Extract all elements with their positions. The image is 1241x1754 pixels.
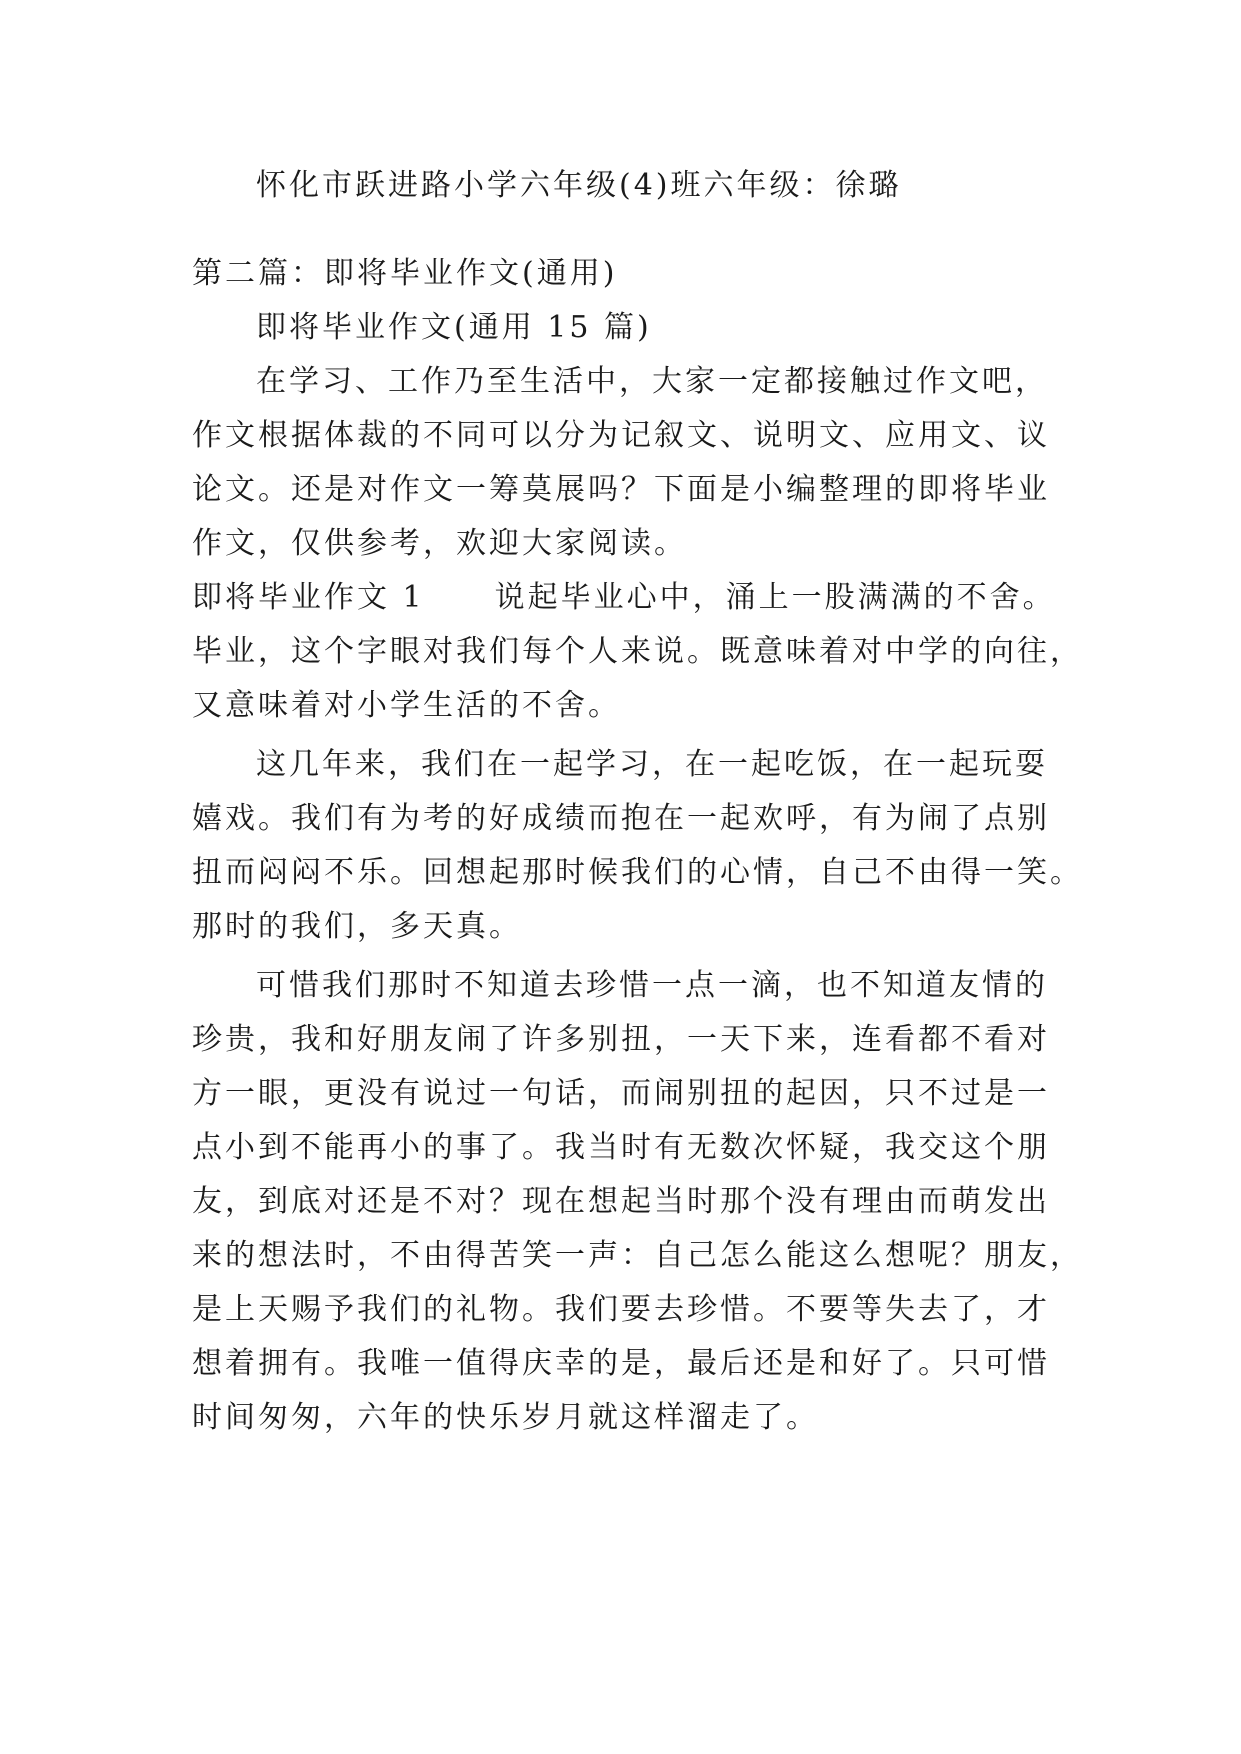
paragraph-line: 这几年来，我们在一起学习，在一起吃饭，在一起玩耍 — [256, 747, 1048, 782]
essay-heading-line — [192, 578, 1072, 618]
essay-collection-title: 即将毕业作文(通用 15 篇) — [256, 310, 652, 345]
intro-line: 论文。还是对作文一筹莫展吗？下面是小编整理的即将毕业 — [192, 472, 1050, 507]
paragraph-line: 可惜我们那时不知道去珍惜一点一滴，也不知道友情的 — [256, 968, 1048, 1003]
paragraph-line: 嬉戏。我们有为考的好成绩而抱在一起欢呼，有为闹了点别 — [192, 801, 1050, 836]
paragraph-line: 点小到不能再小的事了。我当时有无数次怀疑，我交这个朋 — [192, 1130, 1050, 1165]
intro-line: 作文根据体裁的不同可以分为记叙文、说明文、应用文、议 — [192, 418, 1050, 453]
intro-line: 在学习、工作乃至生活中，大家一定都接触过作文吧， — [256, 364, 1048, 399]
paragraph-line: 来的想法时，不由得苦笑一声：自己怎么能这么想呢？朋友， — [192, 1238, 1083, 1273]
essay-first-line: 说起毕业心中，涌上一股满满的不舍。 — [494, 580, 1056, 615]
paragraph-line: 方一眼，更没有说过一句话，而闹别扭的起因，只不过是一 — [192, 1076, 1050, 1111]
paragraph-line: 那时的我们，多天真。 — [192, 909, 522, 944]
paragraph-line: 想着拥有。我唯一值得庆幸的是，最后还是和好了。只可惜 — [192, 1346, 1050, 1381]
paragraph-line: 友，到底对还是不对？现在想起当时那个没有理由而萌发出 — [192, 1184, 1050, 1219]
intro-line: 作文，仅供参考，欢迎大家阅读。 — [192, 526, 687, 561]
paragraph-line: 珍贵，我和好朋友闹了许多别扭，一天下来，连看都不看对 — [192, 1022, 1050, 1057]
paragraph-line: 是上天赐予我们的礼物。我们要去珍惜。不要等失去了，才 — [192, 1292, 1050, 1327]
paragraph-line: 又意味着对小学生活的不舍。 — [192, 688, 621, 723]
author-line: 怀化市跃进路小学六年级(4)班六年级：徐璐 — [256, 168, 902, 203]
paragraph-line: 时间匆匆，六年的快乐岁月就这样溜走了。 — [192, 1400, 819, 1435]
essay-heading: 即将毕业作文 1 — [192, 580, 425, 615]
section-title: 第二篇：即将毕业作文(通用) — [192, 256, 618, 291]
paragraph-line: 扭而闷闷不乐。回想起那时候我们的心情，自己不由得一笑。 — [192, 855, 1083, 890]
paragraph-line: 毕业，这个字眼对我们每个人来说。既意味着对中学的向往， — [192, 634, 1083, 669]
